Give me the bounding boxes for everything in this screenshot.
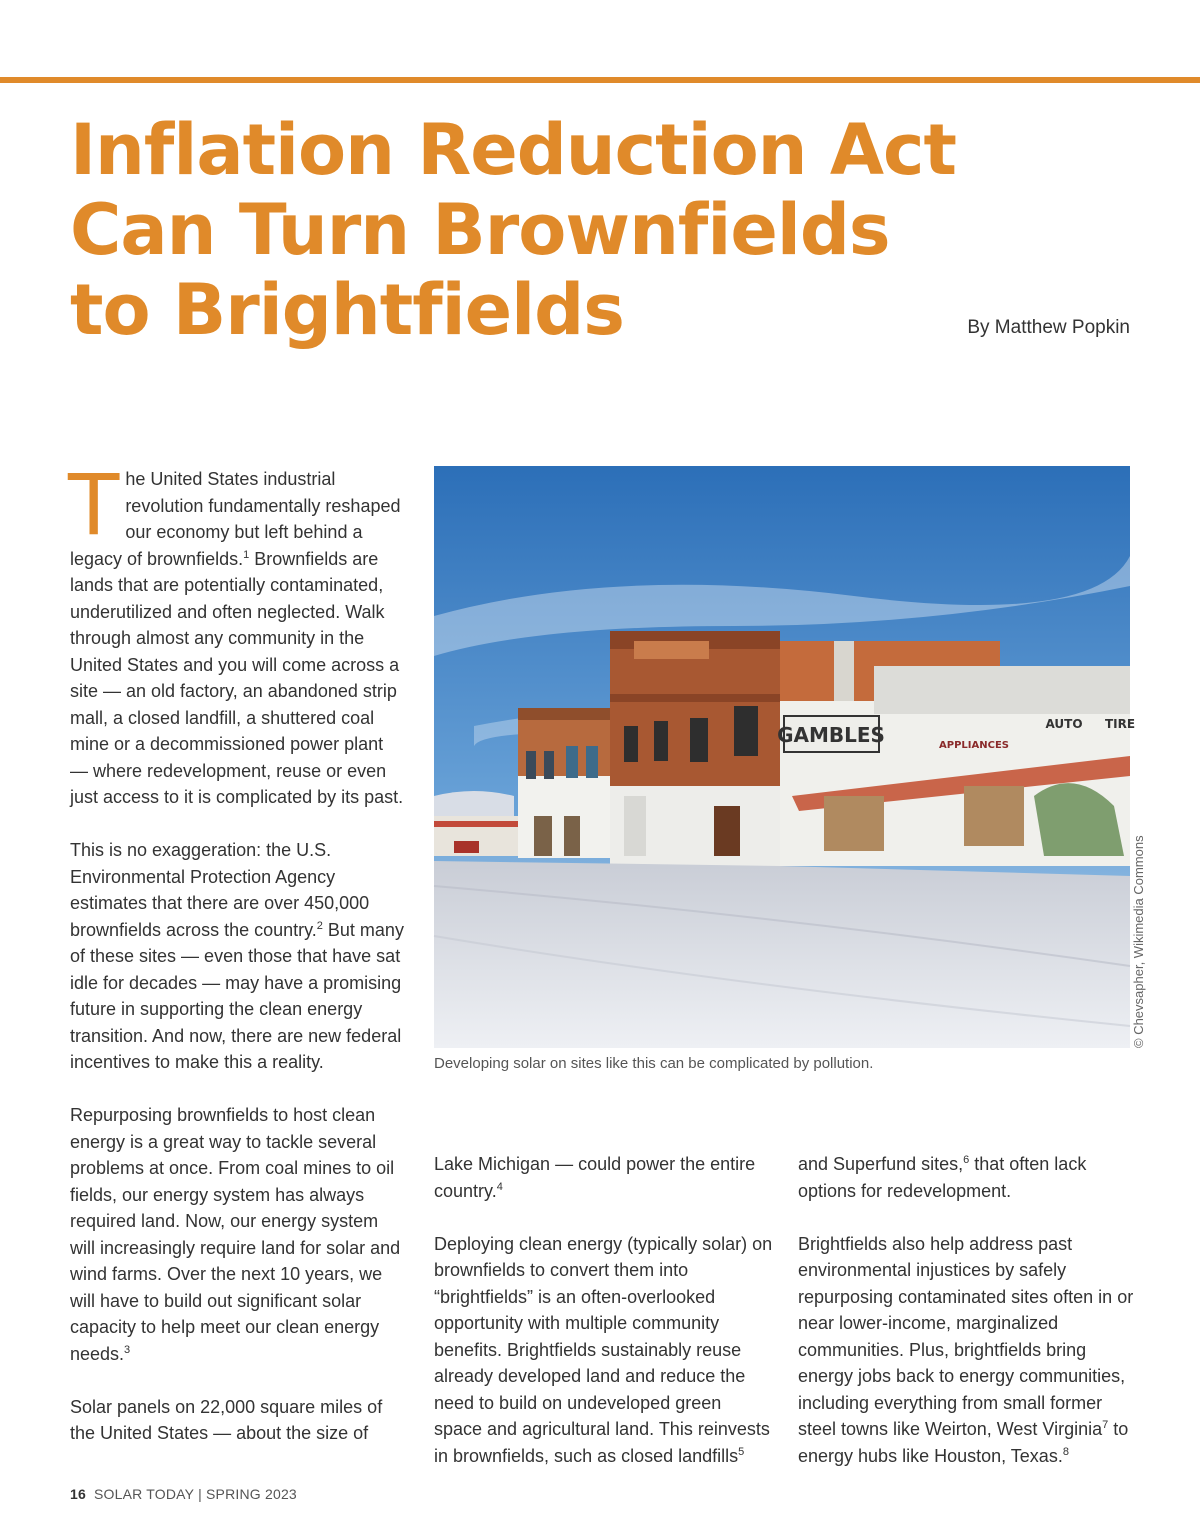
paragraph-4: [70, 1394, 405, 1447]
headline: Inflation Reduction Act Can Turn Brownfields to Brightfields: [70, 109, 957, 351]
paragraph-2: [70, 837, 405, 1076]
paragraph-2: [798, 1231, 1138, 1470]
footnote-ref: 2: [316, 919, 323, 932]
top-rule: [0, 77, 1200, 83]
storefront-sign-appliances: APPLIANCES: [939, 740, 1009, 751]
page-number: 16: [70, 1486, 86, 1502]
footnote-ref: 7: [1102, 1419, 1109, 1431]
column-3: [798, 1151, 1138, 1496]
column-2: [434, 1151, 774, 1496]
storefront-sign-tire: TIRE: [1104, 717, 1136, 731]
article-photo: [434, 466, 1136, 1048]
paragraph-text: This is no exaggeration: the U.S. Environmental Protection Agency estimates that there are over 450,000 brownfields across the country.: [70, 840, 370, 940]
paragraph-text: Repurposing brownfields to host clean energy is a great way to tackle several problems at once. From coal mines to oil fields, our energy system has always required land. Now, our energy system will increasingly require land for solar and wind farms. Over the next 10 years, we will have to build out significant solar capacity to help meet our clean energy needs.: [70, 1105, 401, 1364]
footnote-ref: 5: [738, 1445, 745, 1458]
footnote-ref: 6: [963, 1154, 970, 1166]
page-footer: [70, 1486, 297, 1502]
paragraph-1: [798, 1151, 1138, 1204]
paragraph-text: Lake Michigan — could power the entire country.: [434, 1154, 756, 1201]
paragraph-3: [70, 1102, 405, 1367]
footer-separator: |: [198, 1486, 202, 1502]
footnote-ref: 1: [243, 548, 250, 561]
publication-name: SOLAR TODAY: [93, 1486, 194, 1502]
footnote-ref: 3: [124, 1343, 131, 1356]
storefront-sign-gambles: GAMBLES: [777, 723, 885, 747]
paragraph-text: and Superfund sites,: [798, 1154, 964, 1174]
paragraph-text: But many of these sites — even those that have sat idle for decades — may have a promising future in supporting the clean energy transition. And now, there are new federal incentives to make this a reality.: [70, 919, 404, 1072]
paragraph-text: Brownfields are lands that are potentially contaminated, underutilized and often neglected. Walk through almost any community in the United States and you will come across a site — an old factory, an abandoned strip mall, a closed landfill, a shuttered coal mine or a decommissioned power plant — where redevelopment, reuse or even just access to it is complicated by its past.: [70, 548, 404, 807]
byline: By Matthew Popkin: [967, 317, 1130, 338]
paragraph-text: Brightfields also help address past environmental injustices by safely repurposing contaminated sites often in or near lower-income, marginalized communities. Plus, brightfields bring energy jobs back to energy communities, including everything from small former steel towns like Weirton, West Virginia: [798, 1233, 1134, 1439]
paragraph-1: [434, 1151, 774, 1204]
footnote-ref: 4: [496, 1180, 503, 1193]
column-1: [68, 456, 405, 1473]
paragraph-text: he United States industrial revolution fundamentally reshaped our economy but left behind a legacy of brownfields.: [70, 469, 401, 569]
footnote-ref: 8: [1062, 1445, 1069, 1458]
paragraph-text: that often lack options for redevelopment.: [798, 1154, 1087, 1201]
paragraph-1: [68, 456, 405, 811]
issue-date: SPRING 2023: [206, 1486, 297, 1502]
drop-cap: T: [68, 456, 120, 554]
paragraph-text: to energy hubs like Houston, Texas.: [798, 1419, 1129, 1466]
paragraph-text: Deploying clean energy (typically solar) on brownfields to convert them into “brightfields” is an often-overlooked opportunity with multiple community benefits. Brightfields sustainably reuse already developed land and reduce the need to build on undeveloped green space and agricultural land. This reinvests in brownfields, such as closed landfills: [434, 1233, 773, 1466]
paragraph-2: [434, 1231, 774, 1470]
paragraph-text: Solar panels on 22,000 square miles of the United States — about the size of: [70, 1396, 383, 1443]
photo-caption: Developing solar on sites like this can be complicated by pollution.: [434, 1055, 874, 1072]
storefront-sign-auto: AUTO: [1045, 717, 1083, 731]
photo-credit: © Chevsapher, Wikimedia Commons: [1131, 835, 1146, 1048]
